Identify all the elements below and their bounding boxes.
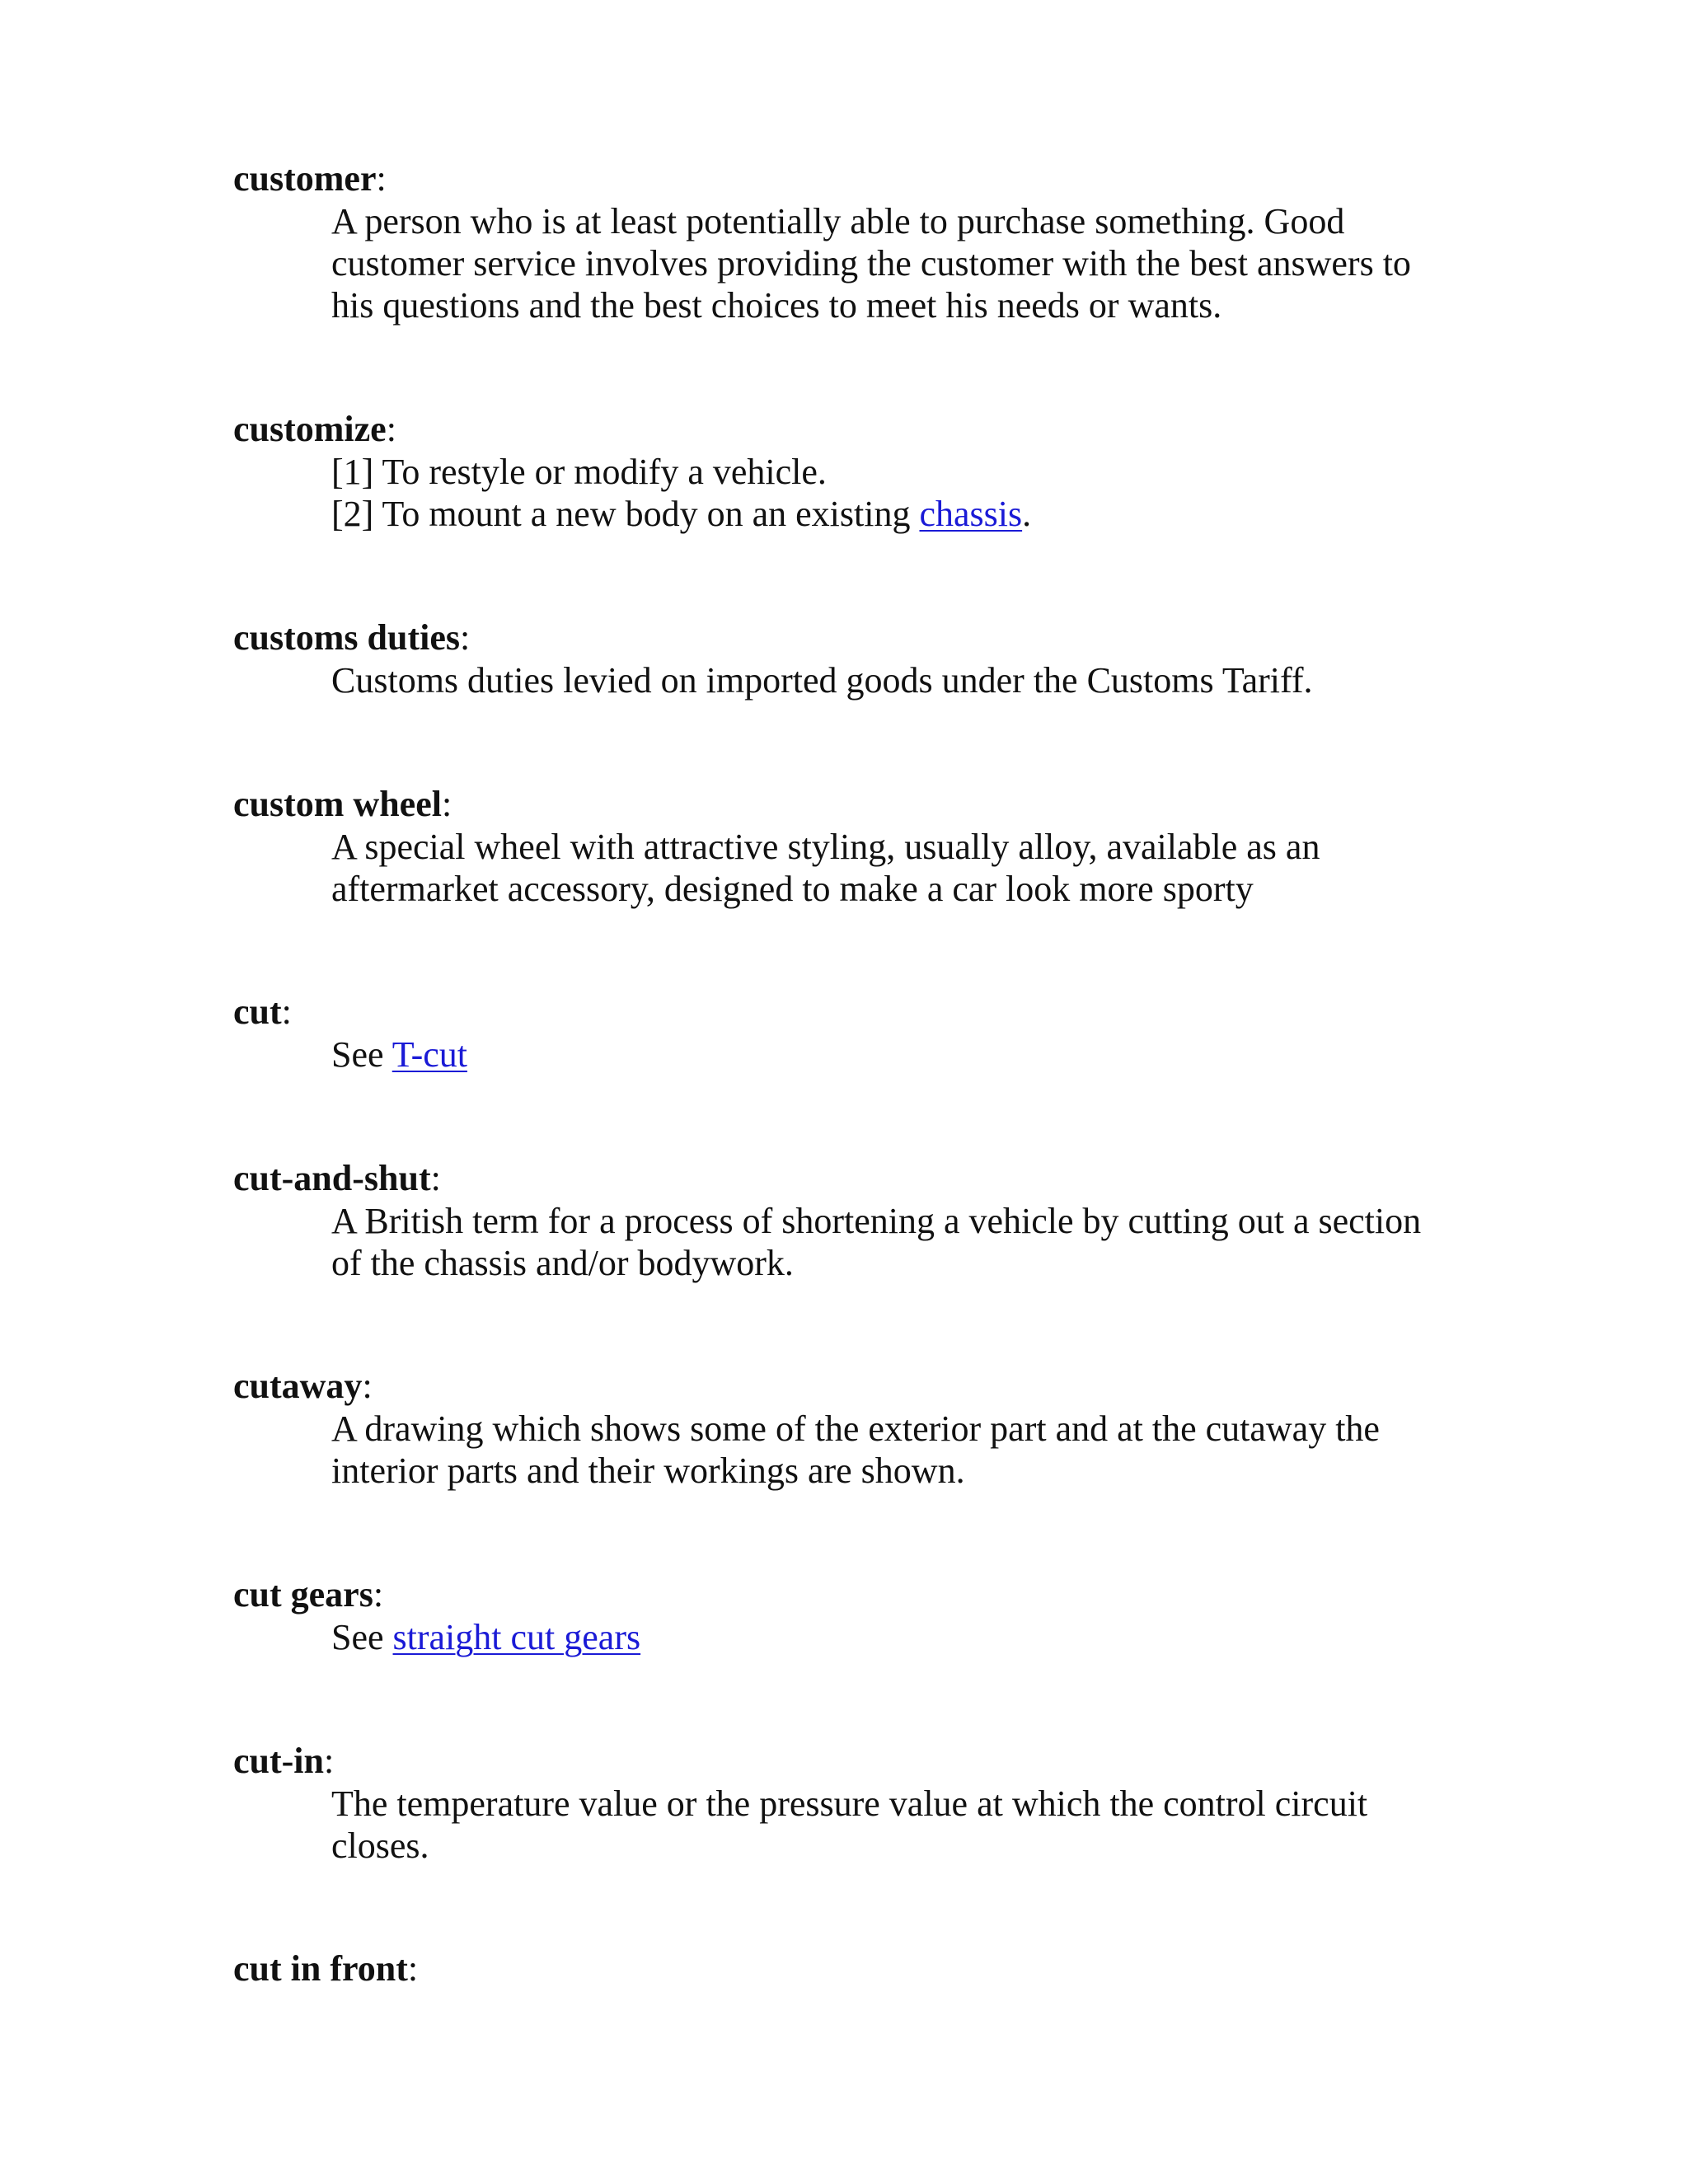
term: cutaway bbox=[233, 1366, 363, 1406]
definition-line bbox=[331, 868, 1519, 910]
term: cut-in bbox=[233, 1741, 324, 1781]
definition-text: A drawing which shows some of the exterior part and at the cutaway the bbox=[331, 1408, 1380, 1449]
term-line: customer: bbox=[233, 158, 387, 199]
term-line: cut-in: bbox=[233, 1741, 335, 1781]
term: customize bbox=[233, 409, 387, 449]
term: cut gears bbox=[233, 1574, 373, 1615]
definition-line bbox=[331, 200, 1519, 242]
definition-line bbox=[331, 242, 1519, 284]
definition-line bbox=[331, 1450, 1519, 1492]
definition-line bbox=[331, 1033, 1519, 1076]
definition-line bbox=[331, 659, 1519, 701]
definition-text: [1] To restyle or modify a vehicle. bbox=[331, 452, 827, 492]
term-line: custom wheel: bbox=[233, 784, 452, 824]
definition-text: his questions and the best choices to meet his needs or wants. bbox=[331, 285, 1222, 326]
entry-cut-in bbox=[233, 1740, 1519, 1867]
definition-text: customer service involves providing the customer with the best answers to bbox=[331, 243, 1411, 284]
definition-text: A special wheel with attractive styling, usually alloy, available as an bbox=[331, 827, 1320, 867]
definition-line bbox=[331, 451, 1519, 493]
entry-cut bbox=[233, 991, 1519, 1076]
definition-line bbox=[331, 284, 1519, 326]
definition-text: interior parts and their workings are shown. bbox=[331, 1451, 965, 1491]
term-line: cut-and-shut: bbox=[233, 1158, 441, 1198]
term: customer bbox=[233, 158, 377, 199]
term-line: cut: bbox=[233, 991, 292, 1032]
definition-line bbox=[331, 1783, 1519, 1825]
definition-line bbox=[331, 826, 1519, 868]
entry-custom-wheel bbox=[233, 783, 1519, 910]
entry-customs-duties bbox=[233, 616, 1519, 701]
entry-customer bbox=[233, 157, 1519, 326]
link-t-cut[interactable]: T-cut bbox=[392, 1034, 467, 1075]
definition-line bbox=[331, 1825, 1519, 1867]
definition-line bbox=[331, 1408, 1519, 1450]
definition-text: See bbox=[331, 1617, 393, 1657]
definition-text: closes. bbox=[331, 1825, 429, 1866]
definition-text: . bbox=[1022, 494, 1032, 534]
definition-line bbox=[331, 1242, 1519, 1284]
entry-cut-gears bbox=[233, 1573, 1519, 1658]
entry-cut-in-front bbox=[233, 1947, 1519, 1990]
term-line: cut gears: bbox=[233, 1574, 384, 1615]
definition-text: See bbox=[331, 1034, 392, 1075]
definition-text: of the chassis and/or bodywork. bbox=[331, 1243, 794, 1283]
term: cut in front bbox=[233, 1948, 408, 1989]
definition-text: A British term for a process of shortening a vehicle by cutting out a section bbox=[331, 1201, 1422, 1241]
definition-text: aftermarket accessory, designed to make a car look more sporty bbox=[331, 869, 1254, 909]
entry-customize bbox=[233, 408, 1519, 535]
definition-text: A person who is at least potentially able to purchase something. Good bbox=[331, 201, 1345, 241]
definition-line bbox=[331, 1200, 1519, 1242]
term: cut-and-shut bbox=[233, 1158, 431, 1198]
link-chassis[interactable]: chassis bbox=[919, 494, 1023, 534]
definition-text: The temperature value or the pressure value at which the control circuit bbox=[331, 1783, 1368, 1824]
definition-line bbox=[331, 493, 1519, 535]
term: custom wheel bbox=[233, 784, 442, 824]
term-line: cutaway: bbox=[233, 1366, 373, 1406]
definition-line bbox=[331, 1616, 1519, 1658]
term-line: customize: bbox=[233, 409, 396, 449]
link-straight-cut-gears[interactable]: straight cut gears bbox=[392, 1617, 641, 1657]
term: cut bbox=[233, 991, 282, 1032]
entry-cutaway bbox=[233, 1365, 1519, 1492]
definition-text: Customs duties levied on imported goods under the Customs Tariff. bbox=[331, 660, 1313, 701]
definition-text: [2] To mount a new body on an existing bbox=[331, 494, 920, 534]
term-line: cut in front: bbox=[233, 1948, 419, 1989]
entry-cut-and-shut bbox=[233, 1157, 1519, 1284]
term-line: customs duties: bbox=[233, 617, 471, 658]
term: customs duties bbox=[233, 617, 461, 658]
